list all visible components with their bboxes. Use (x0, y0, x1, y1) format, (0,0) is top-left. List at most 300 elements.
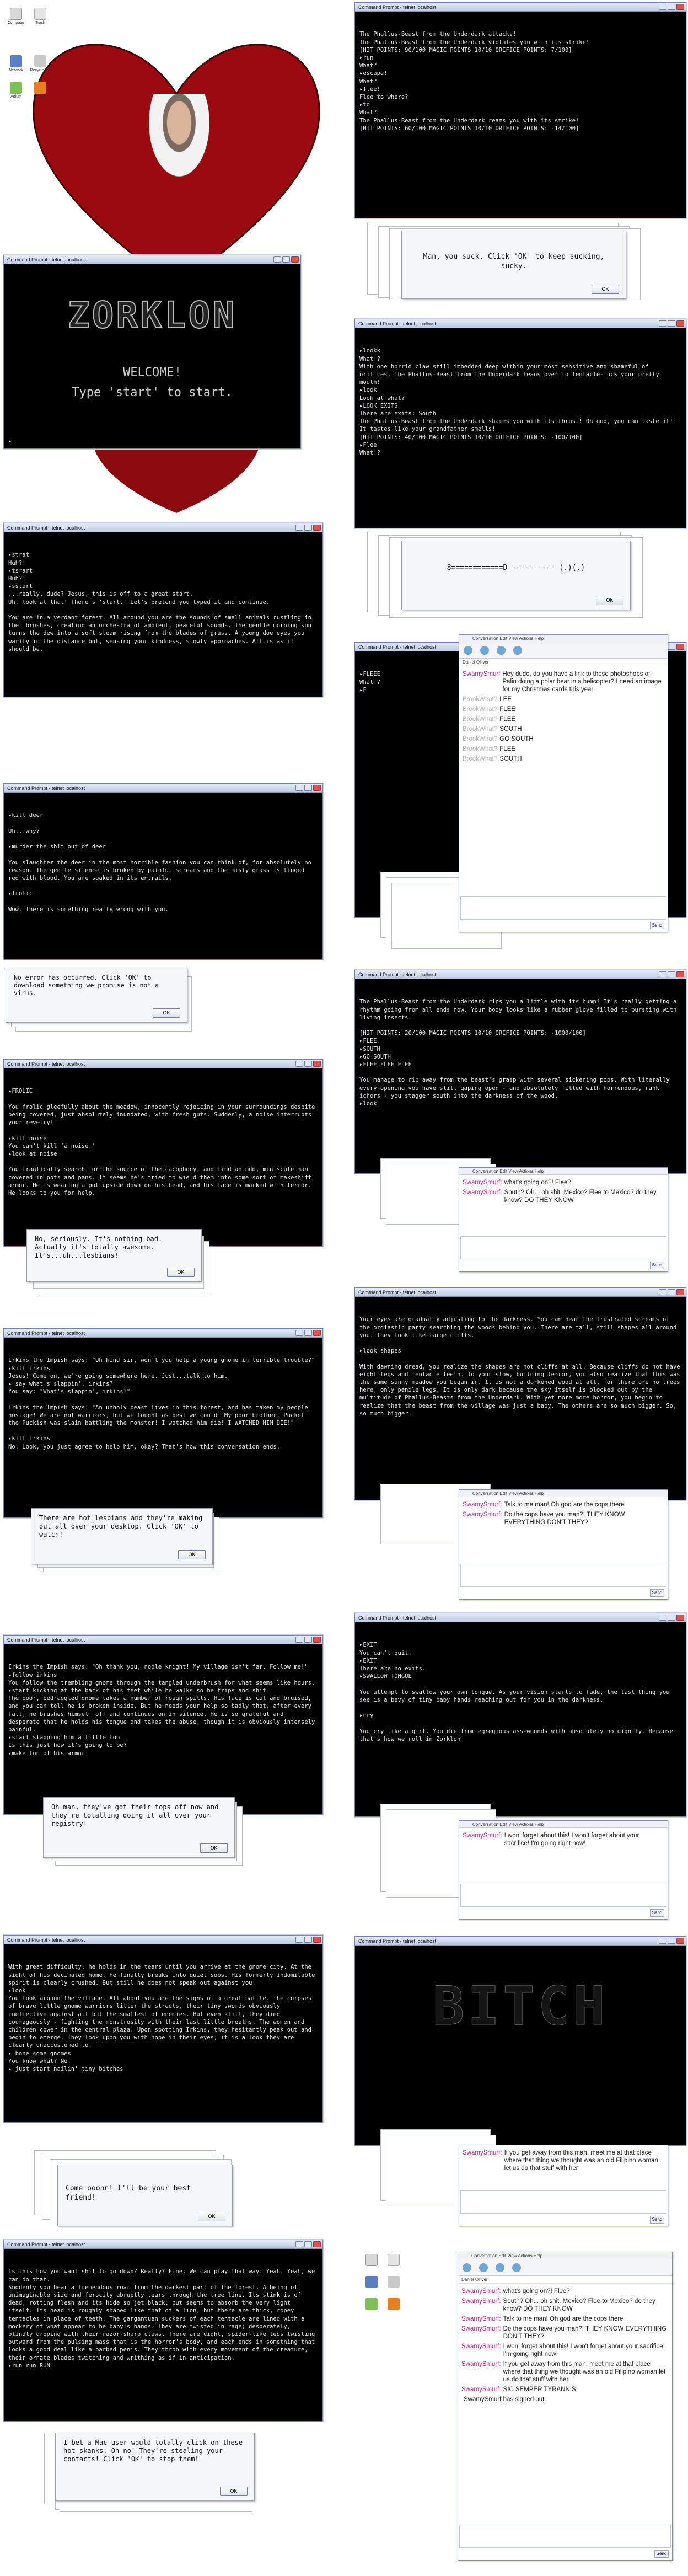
cursor: ▸ (8, 437, 12, 445)
message-text: If you get away from this man, meet me at that place where that thing we thought was an old Filipino woman let us do that stuff with her (503, 2361, 666, 2383)
message-text: what's going on?! Flee? (503, 2288, 570, 2295)
close-button[interactable] (313, 1937, 321, 1943)
window-title: Command Prompt - telnet localhost (358, 1938, 437, 1944)
dialog-message: I bet a Mac user would totally click on these hot skanks. Oh no! They're stealing your contacts! Click 'OK' to stop them! (63, 2439, 247, 2463)
send-button[interactable]: Send (650, 922, 664, 929)
telnet-window-3[interactable] (3, 523, 323, 697)
console-line: There are no exits. (359, 1665, 426, 1672)
message-text: FLEE (499, 746, 516, 752)
title-bar[interactable] (355, 970, 686, 979)
console-line: ▸look at noise (8, 1151, 57, 1157)
minimize-button[interactable] (295, 2241, 303, 2247)
console-line: ▸run run RUN (8, 2362, 50, 2369)
ok-button[interactable]: OK (153, 1008, 180, 1018)
ok-button[interactable]: OK (596, 596, 624, 605)
sender-name: SwamySmurf: (463, 1189, 502, 1196)
window-title: Command Prompt - telnet localhost (7, 1637, 85, 1643)
close-button[interactable] (676, 644, 684, 650)
console-line (8, 1396, 318, 1403)
close-button[interactable] (313, 1637, 321, 1643)
console-line: The Phallus-Beast from the Underdark attacks! (359, 31, 517, 38)
console-line: ▸GO SOUTH (359, 1053, 391, 1060)
close-button[interactable] (313, 525, 321, 531)
console-line (8, 606, 318, 614)
alert-dialog[interactable] (26, 1229, 202, 1282)
sender-name: SwamySmurf: (461, 2288, 501, 2295)
title-bar[interactable] (4, 1060, 322, 1068)
title-bar[interactable] (4, 1329, 322, 1338)
console-line: With great difficulty, he holds in the tears until you arrive at the gnome city. At the sight of his decimated home, he finally breaks into quiet sobs. His formerly indomitable spirit is clearly crushed. But still he does not speak out against you. (8, 1964, 319, 1986)
console-line: ▸tsrart (8, 567, 33, 574)
console-line: ▸FLEE (359, 1038, 377, 1045)
telnet-window-13[interactable] (3, 1935, 323, 2123)
maximize-button[interactable] (668, 971, 675, 977)
console-line: ▸follow irkins (8, 1671, 57, 1679)
console-line: Huh?! (8, 559, 26, 566)
ok-button[interactable]: OK (200, 1843, 228, 1853)
computer-icon[interactable] (366, 2254, 378, 2266)
close-button[interactable] (313, 2241, 321, 2247)
chat-message (463, 670, 664, 693)
minimize-button[interactable] (295, 1061, 303, 1067)
chat-input[interactable] (460, 2190, 666, 2214)
dialog-message: Man, you suck. Click 'OK' to keep sucking, sucky. (423, 253, 609, 270)
close-button[interactable] (676, 971, 684, 977)
minimize-button[interactable] (659, 4, 666, 10)
message-text: GO SOUTH (499, 736, 534, 742)
maximize-button[interactable] (282, 256, 290, 263)
console-line: Irkins the Impish says: "Oh thank you, noble knight! My village isn't far. Follow me!" (8, 1664, 308, 1671)
alert-dialog[interactable] (31, 1508, 213, 1564)
title-bar[interactable] (355, 319, 686, 328)
telnet-window-9[interactable] (3, 1328, 323, 1518)
console-line: ▸frolic (8, 890, 33, 897)
console-line: Irkins the Impish says: "An unholy beast lives in this forest, and has taken my people hostage! We are not warriors, but we fought as best we could! My poor brother, Puckel the Puckish was slain battling the monster! I watched him die! I WATCHED HIM DIE!" (8, 1404, 311, 1427)
console-line: The Phallus-Beast from the Underdark shames you with its thrust! Oh god, you can taste it! It tastes like your grandfather smells! (359, 418, 677, 433)
console-line: ▸LOOK EXITS (359, 402, 398, 409)
network-icon[interactable] (366, 2276, 378, 2288)
console-line: ▸run (359, 55, 374, 62)
chat-input[interactable] (460, 1884, 666, 1907)
console-line: ▸strat (8, 552, 29, 559)
sender-name: BrookWhat? (463, 716, 498, 723)
sender-name: BrookWhat? (463, 736, 498, 742)
trash-icon[interactable] (34, 8, 46, 20)
console-line: ▸kill deer (8, 812, 44, 819)
console-output (4, 1944, 322, 2092)
chat-message (463, 696, 664, 703)
console-line: ▸EXIT (359, 1657, 377, 1664)
message-text: Hey dude, do you have a link to those photoshops of Palin doing a polar bear in a helicopter? I need an image for my Christmas cards this year. (502, 671, 662, 693)
window-title: Command Prompt - telnet localhost (7, 257, 85, 263)
title-bar[interactable] (355, 1937, 686, 1946)
message-text: FLEE (499, 716, 516, 723)
minimize-button[interactable] (295, 1637, 303, 1643)
dialog-message: 8============D ---------- (.)(.) (447, 564, 585, 572)
telnet-window-6[interactable] (354, 970, 686, 1174)
chat-menu-bar[interactable]: Conversation Edit View Actions Help (459, 1168, 668, 1175)
minimize-button[interactable] (273, 256, 281, 263)
sender-name: SwamySmurf: (463, 1179, 502, 1186)
console-line: With one horrid claw still imbedded deep within your most sensitive and shameful of orifices, The Phallus-Beast from the Underdark leans over to tentacle-fuck your pretty mouth! (359, 363, 663, 386)
dialog-message: Oh man, they've got their tops off now and they're totalling doing it all over your registry! (51, 1803, 223, 1827)
alert-dialog[interactable] (6, 968, 187, 1023)
send-button[interactable]: Send (650, 1262, 664, 1269)
message-text: If you get away from this man, meet me at that place where that thing we thought was an old Filipino woman let us do that stuff with her (504, 2150, 658, 2172)
message-text: LEE (499, 696, 512, 703)
maximize-button[interactable] (668, 1289, 675, 1295)
dialog-message: Come ooonn! I'll be your best friend! (66, 2184, 195, 2202)
console-line: ▸cry (359, 1712, 374, 1719)
console-line: ▸EXIT (359, 1642, 377, 1649)
console-line: ▸FLEE FLEE FLEE (359, 1061, 412, 1068)
chat-window-final[interactable] (458, 2252, 673, 2561)
recycle-bin-icon[interactable] (388, 2276, 400, 2288)
title-bar[interactable] (4, 784, 322, 793)
telnet-window-12[interactable] (354, 1936, 686, 2146)
firefox-icon[interactable] (388, 2298, 400, 2310)
message-text: SOUTH (499, 756, 522, 762)
close-button[interactable] (676, 1289, 684, 1295)
welcome-text: WELCOME! (123, 366, 181, 380)
chat-menu-bar[interactable]: Conversation Edit View Actions Help (459, 635, 668, 642)
window-title: Command Prompt - telnet localhost (7, 2242, 85, 2247)
chat-message (461, 2315, 669, 2323)
console-line: With dawning dread, you realize the shapes are not cliffs at all. Because cliffs do not have eight legs and tentacle teeth. To your slow, building terror, you also realize that this was the same sunny meadow you began in. It is not a darkened wood at all, for there are no trees here; only penile legs. It is only dark because the sky itself is blocked out by the multitude of Phallus-Beasts from the Underdark. With yet more more horror, you begin to realize that the beast from the village was just a baby. The others are so much bigger. So, so much bigger. (359, 1363, 684, 1417)
chat-message (461, 2386, 669, 2393)
title-bar[interactable] (355, 1613, 686, 1622)
chat-message (463, 1832, 664, 1847)
chat-input[interactable] (460, 896, 666, 920)
console-line: Uh...why? (8, 827, 40, 835)
send-button[interactable]: Send (654, 2550, 669, 2558)
console-line: What? (359, 62, 377, 70)
console-line: Is this how you want shit to go down? Really? Fine. We can play that way. Yeah. Yeah, we can do that. (8, 2268, 319, 2283)
sender-name: SwamySmurf: (463, 2150, 502, 2156)
minimize-button[interactable] (659, 971, 666, 977)
message-text: what's going on?! Flee? (504, 1179, 571, 1186)
console-output (355, 12, 686, 151)
console-line: Suddenly you hear a tremendous roar from the darkest part of the forest. A being of unimaginable size and ferocity abruptly tears through the tree line. Its stink is of dead, rotting flesh and its hide so jet black, but seems to absorb the very light itself. Its head is roughly shaped like that of a lion, but there are thick, ropey tentacles in place of teeth. The gargantuan suckers of each tentacle are lined with a mockery of what appear to be baby's hands. They are twisted in rage; desperately, blindly groping with their razor-sharp claws. There are eight, spider-like legs twisting outward from the pulsing mass that is the horror's body, and each ends in something that looks a good deal like a barbed penis. They throb with every movement of the creature, their ornate blades twitching and writhing as if in anticipation. (8, 2284, 319, 2361)
console-output (4, 793, 322, 932)
minimize-button[interactable] (295, 785, 303, 791)
trash-icon[interactable] (388, 2254, 400, 2266)
console-line: Uh, look at that! There's 'start.' Let's pretend you typed it and continue. (8, 598, 270, 606)
computer-icon[interactable] (10, 8, 22, 20)
console-line: ▸escape! (359, 70, 388, 77)
chat-menu-bar[interactable]: Conversation Edit View Actions Help (459, 1821, 668, 1828)
title-bar[interactable] (4, 1936, 322, 1944)
desktop-icon-label: Adium (10, 95, 22, 99)
console-output (355, 1297, 686, 1436)
recycle-bin-icon[interactable] (34, 55, 46, 67)
invite-icon[interactable] (512, 2263, 521, 2272)
message-text: Talk to me man! Oh god are the cops there (503, 2316, 624, 2322)
sender-name: SwamySmurf: (463, 1501, 502, 1508)
console-line (8, 898, 318, 906)
console-line: The Phallus-Beast from the Underdark rips you a little with its hump! It's really getting a rhythm going from all ends now. Your body looks like a rubber glove filled to bursting with living insects. (359, 998, 680, 1021)
minimize-button[interactable] (659, 1938, 666, 1944)
console-line: ▸ just start nailin' tiny bitches (8, 2066, 123, 2073)
console-line (8, 820, 318, 827)
telnet-window-10[interactable] (354, 1613, 686, 1817)
close-button[interactable] (313, 1061, 321, 1067)
chat-toolbar (458, 2259, 672, 2276)
console-line: You know what? No. (8, 2057, 71, 2065)
window-title: Command Prompt - telnet localhost (7, 785, 85, 791)
minimize-button[interactable] (295, 1937, 303, 1943)
console-line (359, 1339, 681, 1347)
send-button[interactable]: Send (650, 2216, 664, 2224)
chat-message (463, 745, 664, 753)
console-line: Wow. There is something really wrong with you. (8, 906, 169, 913)
console-line (359, 1704, 681, 1712)
ok-button[interactable]: OK (220, 2487, 248, 2496)
console-line: Look at what? (359, 394, 405, 402)
chat-window-4[interactable] (459, 1820, 668, 1920)
minimize-button[interactable] (659, 1289, 666, 1295)
send-file-icon[interactable] (496, 2263, 504, 2272)
ok-button[interactable]: OK (167, 1268, 195, 1277)
console-line: [HIT POINTS: 20/100 MAGIC POINTS 10/10 ORIFICE POINTS: -1000/100] (359, 1030, 586, 1037)
console-line: You frantically search for the source of the cacophony, and find an odd, miniscule man covered in pots and pans. It seems he's tried to wield them into some sort of makeshift armor. He is wearing a pot upside down on his head, and his face is marked with terror. He looks to you for help. (8, 1166, 315, 1196)
sender-name: BrookWhat? (463, 696, 498, 703)
console-line: You slaughter the deer in the most horrible fashion you can think of, for absolutely no reason. The gentle silence is broken by painful screams and the misty grass is tinged red with blood. You are soaked in its entrails. (8, 859, 315, 881)
chat-window-5[interactable] (459, 2145, 668, 2226)
video-icon[interactable] (464, 646, 472, 655)
console-line (8, 1095, 318, 1103)
window-title: Command Prompt - telnet localhost (358, 4, 437, 10)
console-line: You look around the village. All about you are the signs of a great battle. The corpses of brave little gnome warriors litter the streets, their tiny swords obviously ineffective against all but the smallest of enemies. But even still, they died courageously - fighting the monstrosity with their last little breaths. The women and children cower in the central plaza. Upon spotting Irkins, they hesitantly peak out and begin to emerge. They look upon you with hope in their eyes; it is a look they are clearly unaccustomed to. (8, 1995, 315, 2049)
dialog-message: There are hot lesbians and they're making out all over your desktop. Click 'OK' to watch! (39, 1514, 207, 1538)
console-line: The Phallus-Beast from the Underdark violates you with its strike! (359, 39, 590, 46)
window-title: Command Prompt - telnet localhost (358, 1290, 437, 1295)
title-bar[interactable] (4, 1636, 322, 1644)
console-line: ▸kill irkins (8, 1365, 50, 1372)
title-bar[interactable] (4, 2240, 322, 2249)
adium-icon[interactable] (366, 2298, 378, 2310)
firefox-icon[interactable] (34, 82, 46, 94)
message-text: South? Oh... oh shit. Mexico? Flee to Mexico? do they know? DO THEY KNOW (504, 1189, 657, 1204)
chat-message (463, 1189, 664, 1204)
maximize-button[interactable] (668, 644, 675, 650)
console-line: No. Look, you just agree to help him, okay? That's how this conversation ends. (8, 1443, 281, 1450)
minimize-button[interactable] (295, 525, 303, 531)
chat-log (459, 1175, 668, 1208)
console-line (359, 1680, 681, 1688)
console-line: ▸kill noise (8, 1135, 47, 1142)
console-line (8, 835, 318, 843)
console-line (359, 1068, 681, 1076)
sender-name: SwamySmurf: (461, 2343, 501, 2350)
telnet-window-1[interactable] (354, 2, 686, 218)
signed-out-notice: SwamySmurf has signed out. (464, 2396, 546, 2403)
telnet-window-2[interactable] (354, 319, 686, 528)
console-line: [HIT POINTS: 40/100 MAGIC POINTS 10/10 ORIFICE POINTS: -100/100] (359, 434, 583, 441)
maximize-button[interactable] (668, 1615, 675, 1621)
console-line: You manage to rip away from the beast's grasp with several sickening pops. With literally every opening you have still gaping open - and absolutely filled with horrendous, rank ichors - you stagger south into the darkness of the wood. (359, 1077, 673, 1099)
alert-dialog[interactable] (401, 541, 631, 610)
console-line: ▸start kicking at the back of his feet while he walks so he trips and shit (8, 1687, 266, 1695)
close-button[interactable] (291, 256, 299, 263)
desktop-icon-label: Network (9, 68, 23, 72)
title-bar[interactable] (355, 1288, 686, 1297)
desktop-icon-label: Firefox (34, 95, 46, 99)
console-line: [HIT POINTS: 90/100 MAGIC POINTS 10/10 ORIFICE POINTS: 7/100] (359, 46, 572, 54)
console-output (355, 979, 686, 1127)
send-button[interactable]: Send (650, 1909, 664, 1917)
console-line (8, 851, 318, 858)
console-line: ▸look (359, 387, 377, 394)
adium-icon[interactable] (10, 82, 22, 94)
chat-message (463, 1179, 664, 1187)
zorklon-logo: ZORKLON (67, 294, 237, 336)
dialog-message: No, seriously. It's nothing bad. Actually it's totally awesome. It's...uh...lesbians! (35, 1235, 166, 1259)
telnet-window-11[interactable] (3, 1635, 323, 1815)
console-line: You say: "What's slappin', irkins?" (8, 1388, 131, 1396)
console-output (4, 1338, 322, 1469)
photo-of-man (149, 94, 209, 177)
alert-dialog[interactable] (43, 1797, 235, 1858)
close-button[interactable] (676, 1615, 684, 1621)
sender-name: BrookWhat? (463, 726, 498, 733)
video-icon[interactable] (463, 2263, 471, 2272)
close-button[interactable] (313, 1330, 321, 1336)
alert-dialog[interactable] (55, 2433, 255, 2501)
chat-window-2[interactable] (459, 1167, 668, 1272)
chat-message (461, 2343, 669, 2358)
desktop-icon-label: Computer (7, 21, 25, 25)
console-line: ▸ bone some gnomes (8, 2050, 71, 2057)
minimize-button[interactable] (659, 1615, 666, 1621)
sender-name: SwamySmurf: (461, 2361, 501, 2367)
ok-button[interactable]: OK (198, 2212, 225, 2221)
ok-button[interactable]: OK (178, 1550, 206, 1559)
telnet-window-7[interactable] (3, 1059, 323, 1247)
console-line: ▸to (359, 101, 370, 109)
console-line: What!? (359, 678, 380, 686)
console-line: The poor, bedraggled gnome takes a number of rough spills. His face is cut and bruised, and you can tell he is broken inside. But he needs your help so badly that, after every fall, he brushes himself off and continues on in silence. He is so grateful and desperate that he holds his tongue and takes the abuse, though it is obviously intensely painful. (8, 1695, 319, 1734)
chat-input[interactable] (460, 1236, 666, 1259)
maximize-button[interactable] (668, 1938, 675, 1944)
maximize-button[interactable] (668, 4, 675, 10)
alert-dialog[interactable] (401, 231, 626, 299)
console-line: ▸FROLIC (8, 1088, 33, 1095)
sender-name: SwamySmurf: (461, 2386, 501, 2393)
chat-status: Daniel Olliver (459, 659, 668, 666)
console-output (4, 532, 322, 672)
alert-dialog[interactable] (57, 2165, 233, 2226)
chat-menu-bar[interactable]: Conversation Edit View Actions Help (459, 1490, 668, 1497)
sender-name: SwamySmurf: (463, 1511, 502, 1518)
console-output (355, 1622, 686, 1762)
title-bar[interactable] (4, 523, 322, 532)
chat-menu-bar[interactable]: Conversation Edit View Actions Help (458, 2252, 672, 2259)
console-line: ▸FLEEE (359, 671, 380, 678)
invite-icon[interactable] (513, 646, 522, 655)
console-line: What? (359, 78, 377, 85)
maximize-button[interactable] (668, 320, 675, 327)
desktop-icon-label: Trash (35, 21, 45, 25)
send-file-icon[interactable] (497, 646, 506, 655)
close-button[interactable] (676, 320, 684, 327)
telnet-window-14[interactable] (3, 2240, 323, 2422)
message-text: Do the cops have you man?! THEY KNOW EVERYTHING DON'T THEY? (504, 1511, 625, 1526)
window-title: Command Prompt - telnet localhost (358, 644, 437, 650)
chat-message (461, 2297, 669, 2313)
audio-icon[interactable] (479, 2263, 488, 2272)
console-line: ▸F (359, 686, 367, 693)
minimize-button[interactable] (295, 1330, 303, 1336)
console-line: You follow the trembling gnome through the tangled underbrush for what seems like hours. (8, 1679, 315, 1686)
chat-message (461, 2360, 669, 2383)
console-line: What? (359, 109, 377, 116)
message-text: I won' forget about this! I won't forget about your sacrifice! I'm going right now! (504, 1832, 639, 1847)
maximize-button[interactable] (304, 1937, 312, 1943)
telnet-window-5[interactable] (3, 783, 323, 960)
chat-log (459, 1828, 668, 1851)
title-bar[interactable] (4, 255, 300, 264)
sender-name: SwamySmurf: (461, 2326, 501, 2332)
chat-message (461, 2396, 669, 2403)
chat-window-1[interactable] (459, 634, 668, 932)
ok-button[interactable]: OK (592, 285, 619, 294)
minimize-button[interactable] (659, 320, 666, 327)
chat-message (463, 2149, 664, 2172)
chat-message (463, 735, 664, 743)
console-line (8, 882, 318, 890)
console-line (359, 1719, 681, 1727)
title-bar[interactable] (355, 3, 686, 12)
maximize-button[interactable] (304, 1061, 312, 1067)
console-line: Your eyes are gradually adjusting to the darkness. You can hear the frustrated screams of the orgiastic party searching the woods behind you. There are tall, still shapes all around you. They look like large cliffs. (359, 1316, 680, 1339)
console-output (4, 1644, 322, 1776)
console-line: ▸Flee (359, 441, 377, 448)
audio-icon[interactable] (480, 646, 489, 655)
console-line: ▸make fun of his armor (8, 1750, 85, 1757)
chat-log (459, 2145, 668, 2176)
console-line: You attempt to swallow your own tongue. As your vision starts to fade, the last thing you see is a bevy of tiny baby hands reaching out for you in the darkness. (359, 1688, 673, 1703)
maximize-button[interactable] (304, 785, 312, 791)
chat-message (461, 2288, 669, 2295)
window-title: Command Prompt - telnet localhost (358, 1615, 437, 1621)
maximize-button[interactable] (304, 1330, 312, 1336)
network-icon[interactable] (10, 55, 22, 67)
console-line: ▸start slapping him a little too (8, 1734, 120, 1741)
zorklon-window[interactable] (3, 255, 301, 449)
console-line: ▸lookk (359, 348, 380, 355)
sender-name: SwamySmurf: (461, 2316, 501, 2322)
console-line: Huh?! (8, 575, 26, 582)
console-line: The Phallus-Beast from the Underdark reams you with its strike! (359, 117, 579, 124)
chat-input[interactable] (460, 1564, 666, 1587)
chat-window-3[interactable] (459, 1489, 668, 1600)
close-button[interactable] (313, 785, 321, 791)
console-line (8, 1126, 318, 1134)
close-button[interactable] (676, 4, 684, 10)
console-line: Irkins the Impish says: "Oh kind sir, won't you help a young gnome in terrible trouble?" (8, 1357, 315, 1364)
maximize-button[interactable] (304, 525, 312, 531)
message-text: Talk to me man! Oh god are the cops there (504, 1501, 625, 1508)
close-button[interactable] (676, 1938, 684, 1944)
chat-log (458, 2284, 672, 2407)
send-button[interactable]: Send (650, 1589, 664, 1597)
telnet-window-8[interactable] (354, 1287, 686, 1500)
maximize-button[interactable] (304, 2241, 312, 2247)
maximize-button[interactable] (304, 1637, 312, 1643)
console-output (355, 328, 686, 476)
chat-input[interactable] (459, 2525, 671, 2548)
